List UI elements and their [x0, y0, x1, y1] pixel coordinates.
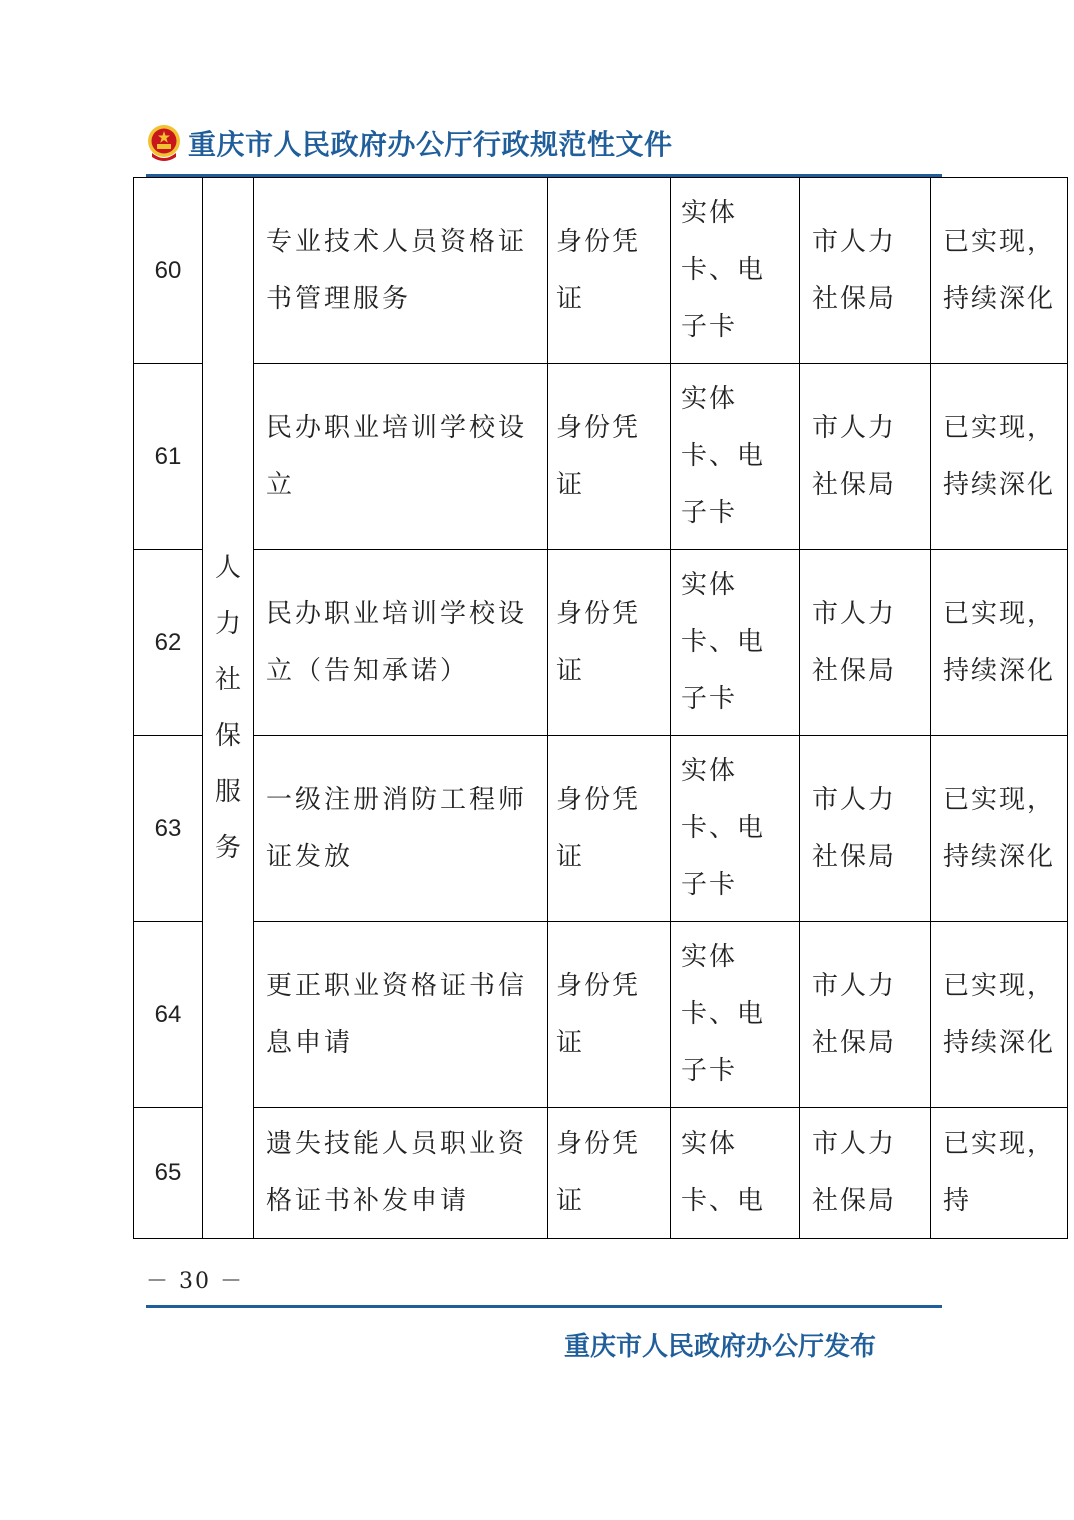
- card-type-cell: [671, 178, 800, 364]
- card-type: 实体卡、电子卡: [681, 570, 766, 714]
- item-name-cell: [254, 550, 548, 736]
- id-type: 身份凭证: [556, 1129, 641, 1216]
- card-type: 实体卡、电: [681, 1129, 766, 1216]
- card-type-cell: [671, 736, 800, 922]
- table-row: [134, 1108, 1068, 1239]
- id-type-cell: [548, 178, 671, 364]
- footer-divider: [146, 1305, 942, 1308]
- status-cell: [931, 922, 1068, 1108]
- table-row: [134, 550, 1068, 736]
- card-type-cell: [671, 1108, 800, 1239]
- status: 已实现，持续深化: [943, 598, 1056, 686]
- card-type: 实体卡、电子卡: [681, 942, 766, 1086]
- item-name-cell: [254, 364, 548, 550]
- item-name-cell: [254, 736, 548, 922]
- id-type: 身份凭证: [556, 226, 641, 314]
- table-row: [134, 922, 1068, 1108]
- card-type: 实体卡、电子卡: [681, 198, 766, 342]
- cell-clip: [943, 1108, 1055, 1238]
- department: 市人力社保局: [812, 1129, 897, 1216]
- status: 已实现，持续深化: [943, 784, 1056, 872]
- services-table: [133, 177, 1068, 1239]
- department-cell: [800, 364, 931, 550]
- id-type: 身份凭证: [556, 598, 641, 686]
- cell-clip: [681, 1108, 789, 1238]
- department: 市人力社保局: [812, 412, 897, 500]
- row-number: 61: [134, 364, 203, 550]
- id-type-cell: [548, 922, 671, 1108]
- row-number: 60: [134, 178, 203, 364]
- item-name-cell: [254, 922, 548, 1108]
- cell-clip: [556, 1108, 662, 1238]
- id-type: 身份凭证: [556, 412, 641, 500]
- card-type: 实体卡、电子卡: [681, 756, 766, 900]
- row-number: 63: [134, 736, 203, 922]
- status-cell: [931, 736, 1068, 922]
- id-type: 身份凭证: [556, 784, 641, 872]
- header-title: 重庆市人民政府办公厅行政规范性文件: [188, 128, 673, 161]
- item-name-cell: [254, 178, 548, 364]
- id-type-cell: [548, 550, 671, 736]
- card-type-cell: [671, 550, 800, 736]
- department-cell: [800, 178, 931, 364]
- department: 市人力社保局: [812, 598, 897, 686]
- card-type: 实体卡、电子卡: [681, 384, 766, 528]
- item-name: 遗失技能人员职业资格证书补发申请: [266, 1129, 528, 1216]
- publisher-label: 重庆市人民政府办公厅发布: [563, 1332, 876, 1362]
- department-cell: [800, 922, 931, 1108]
- status-cell: [931, 364, 1068, 550]
- national-emblem-icon: [146, 123, 182, 163]
- category-label: 人力社保服务: [215, 553, 242, 863]
- table-row: [134, 364, 1068, 550]
- department: 市人力社保局: [812, 970, 897, 1058]
- status: 已实现，持: [943, 1129, 1055, 1216]
- status-cell: [931, 178, 1068, 364]
- id-type: 身份凭证: [556, 970, 641, 1058]
- table-row: [134, 178, 1068, 364]
- status-cell: [931, 1108, 1068, 1239]
- department: 市人力社保局: [812, 226, 897, 314]
- id-type-cell: [548, 1108, 671, 1239]
- department-cell: [800, 736, 931, 922]
- cell-clip: [812, 1108, 918, 1238]
- table-row: [134, 736, 1068, 922]
- row-number: 62: [134, 550, 203, 736]
- category-cell: [203, 178, 254, 1239]
- id-type-cell: [548, 736, 671, 922]
- id-type-cell: [548, 364, 671, 550]
- status: 已实现，持续深化: [943, 412, 1056, 500]
- item-name: 专业技术人员资格证书管理服务: [266, 226, 528, 314]
- department-cell: [800, 1108, 931, 1239]
- row-number: 64: [134, 922, 203, 1108]
- item-name: 一级注册消防工程师证发放: [266, 784, 528, 872]
- item-name-cell: [254, 1108, 548, 1239]
- card-type-cell: [671, 922, 800, 1108]
- status: 已实现，持续深化: [943, 226, 1056, 314]
- department-cell: [800, 550, 931, 736]
- status: 已实现，持续深化: [943, 970, 1056, 1058]
- cell-clip: [266, 1108, 535, 1238]
- item-name: 更正职业资格证书信息申请: [266, 970, 528, 1058]
- item-name: 民办职业培训学校设立（告知承诺）: [266, 598, 528, 686]
- department: 市人力社保局: [812, 784, 897, 872]
- page-number: － 30 －: [146, 1269, 244, 1294]
- card-type-cell: [671, 364, 800, 550]
- item-name: 民办职业培训学校设立: [266, 412, 528, 500]
- row-number: 65: [134, 1108, 203, 1239]
- document-header: [146, 121, 673, 165]
- status-cell: [931, 550, 1068, 736]
